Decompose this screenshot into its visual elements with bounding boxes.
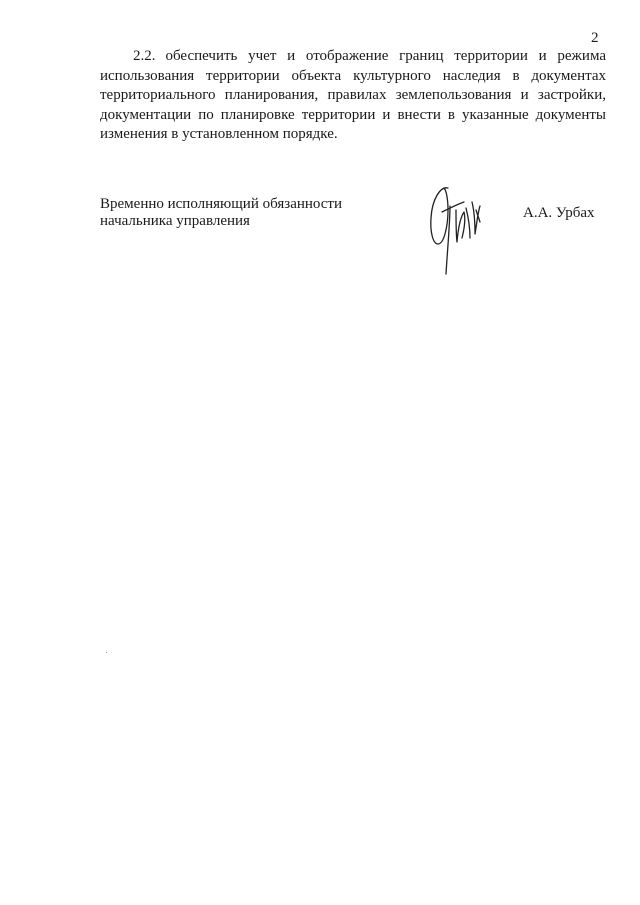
page-number: 2 <box>591 30 599 46</box>
signatory-name: А.А. Урбах <box>523 205 595 221</box>
scan-speck <box>106 652 107 653</box>
handwritten-signature <box>420 182 490 278</box>
signatory-title <box>100 196 342 230</box>
signatory-title-line-2: начальника управления <box>100 213 250 229</box>
clause-text: обеспечить учет и отображение границ территории и режима использования территории объекта культурного наследия в документах территориального планирования, правилах землепользования и застройки, документации по планировке территории и внести в указанные документы изменения в установленном порядке. <box>100 48 606 142</box>
clause-paragraph <box>100 47 606 145</box>
clause-number: 2.2. <box>133 48 156 64</box>
signatory-title-line-1: Временно исполняющий обязанности <box>100 196 343 212</box>
